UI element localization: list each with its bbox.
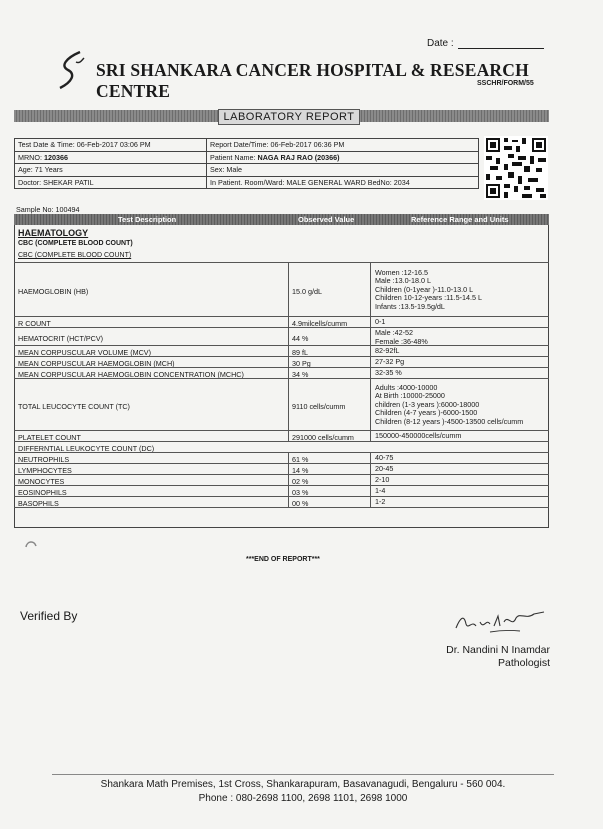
doctor-signature (450, 600, 550, 640)
observed-value: 14 % (292, 466, 309, 475)
reference-range-line: At Birth :10000-25000 (375, 391, 445, 401)
test-name: MEAN CORPUSCULAR HAEMOGLOBIN CONCENTRATION (MCHC) (18, 370, 244, 379)
report-date: Report Date/Time: 06-Feb-2017 06:36 PM (207, 139, 479, 152)
reference-range (375, 432, 461, 441)
observed-value: 03 % (292, 488, 309, 497)
test-name: MONOCYTES (18, 477, 65, 486)
test-name: LYMPHOCYTES (18, 466, 72, 475)
test-name: DIFFERNTIAL LEUKOCYTE COUNT (DC) (18, 444, 155, 453)
observed-value: 4.9milcells/cumm (292, 319, 348, 328)
observed-value: 291000 cells/cumm (292, 433, 354, 442)
reference-range-line: 1-4 (375, 486, 386, 496)
column-divider (288, 263, 289, 317)
subsection-title-2: CBC (COMPLETE BLOOD COUNT) (18, 252, 132, 259)
reference-range (375, 269, 482, 312)
column-divider (288, 328, 289, 346)
observed-value: 02 % (292, 477, 309, 486)
footer-phone: Phone : 080-2698 1100, 2698 1101, 2698 1000 (198, 793, 408, 804)
subsection-title: CBC (COMPLETE BLOOD COUNT) (18, 240, 133, 247)
doctor-name: Dr. Nandini N Inamdar (446, 644, 550, 656)
test-date: Test Date & Time: 06-Feb-2017 03:06 PM (15, 139, 207, 152)
reference-range-line: 2-10 (375, 475, 390, 485)
observed-value: 34 % (292, 370, 309, 379)
qr-code (484, 136, 548, 200)
column-divider (370, 379, 371, 431)
header-test-description: Test Description (118, 215, 177, 224)
patient-info-table (14, 138, 479, 189)
form-number: SSCHR/FORM/55 (477, 80, 534, 87)
observed-value: 15.0 g/dL (292, 286, 322, 296)
reference-range (375, 465, 393, 474)
section-title: HAEMATOLOGY (18, 228, 89, 238)
reference-range-line: 20-45 (375, 464, 394, 474)
reference-range (375, 498, 385, 507)
reference-range (375, 329, 428, 346)
sample-number: Sample No: 100494 (16, 205, 80, 214)
test-name: MEAN CORPUSCULAR VOLUME (MCV) (18, 348, 151, 357)
hospital-logo (56, 50, 90, 90)
test-name: EOSINOPHILS (18, 488, 67, 497)
column-divider (288, 379, 289, 431)
test-name: HEMATOCRIT (HCT/PCV) (18, 333, 104, 343)
test-name: HAEMOGLOBIN (HB) (18, 286, 89, 296)
observed-value: 44 % (292, 333, 309, 343)
reference-range-line: Infants :13.5-19.5g/dL (375, 301, 445, 311)
reference-range-line: Male :13.0-18.0 L (375, 276, 431, 286)
patient-label: Patient Name: (210, 152, 256, 162)
date-label: Date : (427, 38, 454, 49)
reference-range-line: 0-1 (375, 317, 386, 327)
reference-range (375, 454, 393, 463)
reference-range-line: Children 10-12-years :11.5-14.5 L (375, 293, 482, 303)
test-name: MEAN CORPUSCULAR HAEMOGLOBIN (MCH) (18, 359, 175, 368)
reference-range (375, 487, 385, 496)
footer-divider (52, 774, 554, 775)
mrno-label: MRNO: (18, 152, 42, 162)
reference-range-line: Female :36-48% (375, 336, 428, 346)
reference-range-line: Women :12-16.5 (375, 267, 429, 277)
observed-value: 89 fL (292, 348, 308, 357)
test-name: R COUNT (18, 319, 51, 328)
reference-range (375, 318, 385, 327)
reference-range (375, 358, 404, 367)
observed-value: 9110 cells/cumm (292, 401, 346, 411)
header-reference-range: Reference Range and Units (411, 215, 509, 224)
mrno (15, 151, 207, 164)
observed-value: 30 Pg (292, 359, 311, 368)
patient-name (207, 151, 479, 164)
reference-range-line: 150000-450000cells/cumm (375, 431, 462, 441)
end-of-report: ***END OF REPORT*** (246, 556, 320, 563)
reference-range-line: Children (4-7 years )-6000-1500 (375, 408, 478, 418)
reference-range-line: Adults :4000-10000 (375, 382, 438, 392)
reference-range-line: 1-2 (375, 497, 386, 507)
doctor-signature-block (440, 644, 550, 670)
reference-range (375, 369, 402, 378)
reference-range-line: 82-92fL (375, 346, 400, 356)
patient-value: NAGA RAJ RAO (20366) (257, 152, 340, 162)
footer (52, 778, 554, 806)
reference-range-line: Children (0-1year )-11.0-13.0 L (375, 284, 474, 294)
report-title: LABORATORY REPORT (218, 109, 360, 125)
test-name: NEUTROPHILS (18, 455, 70, 464)
test-name: TOTAL LEUCOCYTE COUNT (TC) (18, 401, 130, 411)
reference-range (375, 476, 389, 485)
report-title-banner (14, 110, 549, 122)
age: Age: 71 Years (15, 164, 207, 177)
results-table-header (14, 214, 549, 225)
ward: In Patient. Room/Ward: MALE GENERAL WARD BedNo: 2034 (207, 176, 479, 189)
reference-range-line: 32-35 % (375, 368, 402, 378)
reference-range-line: Male :42-52 (375, 328, 413, 337)
reference-range-line: children (1-3 years ):6000-18000 (375, 399, 480, 409)
table-bottom-rule (14, 507, 549, 508)
reference-range-line: 40-75 (375, 453, 394, 463)
reference-range (375, 347, 399, 356)
header-observed-value: Observed Value (298, 215, 355, 224)
mrno-value: 120366 (43, 152, 68, 162)
test-name: BASOPHILS (18, 499, 59, 508)
result-row (14, 327, 549, 346)
observed-value: 61 % (292, 455, 309, 464)
column-divider (370, 263, 371, 317)
date-field (427, 38, 544, 49)
reference-range (375, 384, 523, 427)
sex: Sex: Male (207, 164, 479, 177)
paper-mark (24, 539, 38, 549)
hospital-name: SRI SHANKARA CANCER HOSPITAL & RESEARCH CENTRE (96, 60, 529, 101)
column-divider (370, 328, 371, 346)
doctor-title: Pathologist (498, 657, 550, 669)
verified-by: Verified By (20, 609, 78, 623)
test-name: PLATELET COUNT (18, 433, 81, 442)
observed-value: 00 % (292, 499, 309, 508)
date-blank-line (458, 40, 544, 49)
doctor: Doctor: SHEKAR PATIL (15, 176, 207, 189)
reference-range-line: 27-32 Pg (375, 357, 405, 367)
result-row (14, 262, 549, 317)
footer-address: Shankara Math Premises, 1st Cross, Shankarapuram, Basavanagudi, Bengaluru - 560 004. (100, 779, 506, 790)
result-row (14, 378, 549, 431)
reference-range-line: Children (8-12 years )-4500-13500 cells/cumm (375, 416, 524, 426)
